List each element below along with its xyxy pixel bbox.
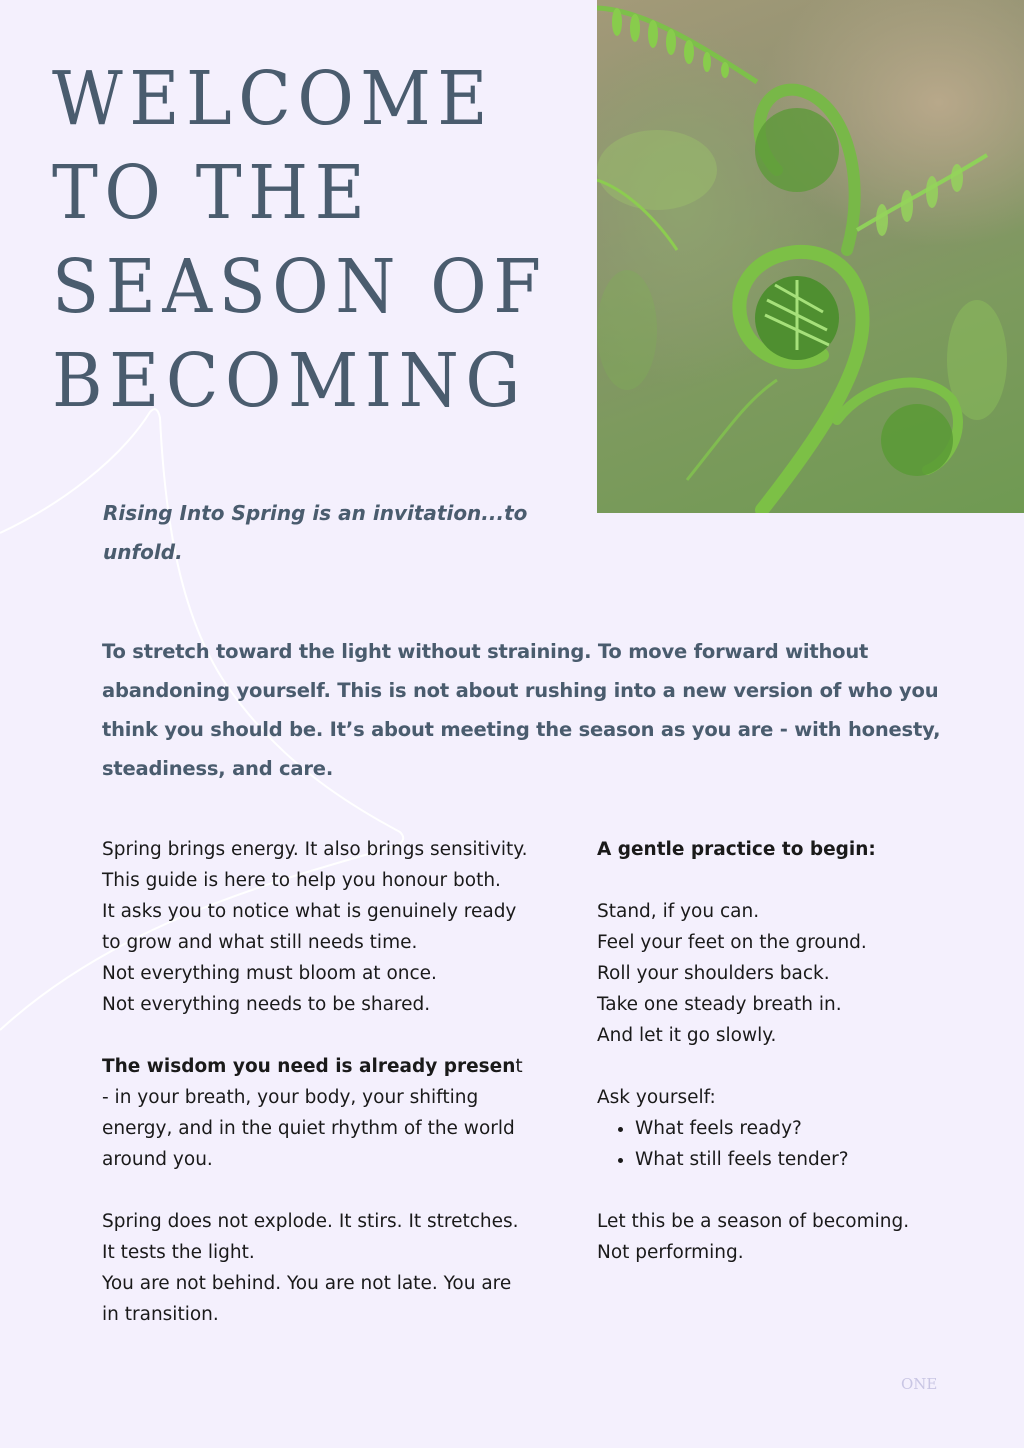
title-line-1: WELCOME	[52, 56, 495, 142]
question-list	[597, 1113, 977, 1175]
text-line: Not performing.	[597, 1242, 744, 1263]
closing-lines	[597, 1206, 977, 1268]
title-line-2: TO THE	[52, 150, 372, 236]
paragraph-transition	[102, 1206, 532, 1330]
left-column	[102, 834, 532, 1330]
paragraph-wisdom	[102, 1051, 532, 1175]
practice-step: Roll your shoulders back.	[597, 963, 830, 984]
ask-yourself-label: Ask yourself:	[597, 1087, 716, 1108]
paragraph-spring-energy	[102, 834, 532, 1020]
text-line: Let this be a season of becoming.	[597, 1211, 910, 1232]
question-item: • What still feels tender?	[635, 1144, 977, 1175]
practice-step: Stand, if you can.	[597, 901, 760, 922]
intro-paragraph: To stretch toward the light without straining. To move forward without abandoning yourself. This is not about rushing into a new version of who you think you should be. It’s about meeting the season as you are - with honesty, steadiness, and care.	[102, 640, 941, 780]
page-number-label: ONE	[901, 1375, 938, 1393]
text-line: You are not behind. You are not late. You are in transition.	[102, 1273, 512, 1325]
tagline: Rising Into Spring is an invitation...to unfold.	[103, 501, 528, 564]
right-column	[597, 834, 977, 1268]
text-line: It asks you to notice what is genuinely ready to grow and what still needs time.	[102, 901, 517, 953]
practice-heading: A gentle practice to begin:	[597, 839, 876, 860]
question-item: • What feels ready?	[635, 1113, 977, 1144]
practice-step: Take one steady breath in.	[597, 994, 842, 1015]
text-line: Spring brings energy. It also brings sensitivity. This guide is here to help you honour both.	[102, 839, 528, 891]
wisdom-text: t - in your breath, your body, your shifting energy, and in the quiet rhythm of the world around you.	[102, 1056, 523, 1170]
title-line-3: SEASON OF	[52, 244, 548, 330]
text-line: Not everything needs to be shared.	[102, 994, 431, 1015]
practice-step: Feel your feet on the ground.	[597, 932, 867, 953]
title-line-4: BECOMING	[52, 338, 527, 424]
wisdom-emphasis: The wisdom you need is already presen	[102, 1056, 516, 1077]
text-line: Spring does not explode. It stirs. It stretches. It tests the light.	[102, 1211, 519, 1263]
practice-step: And let it go slowly.	[597, 1025, 777, 1046]
fern-photo	[597, 0, 1024, 513]
fern-icon	[597, 0, 1024, 513]
page-title	[52, 52, 548, 428]
practice-steps	[597, 896, 977, 1051]
text-line: Not everything must bloom at once.	[102, 963, 437, 984]
